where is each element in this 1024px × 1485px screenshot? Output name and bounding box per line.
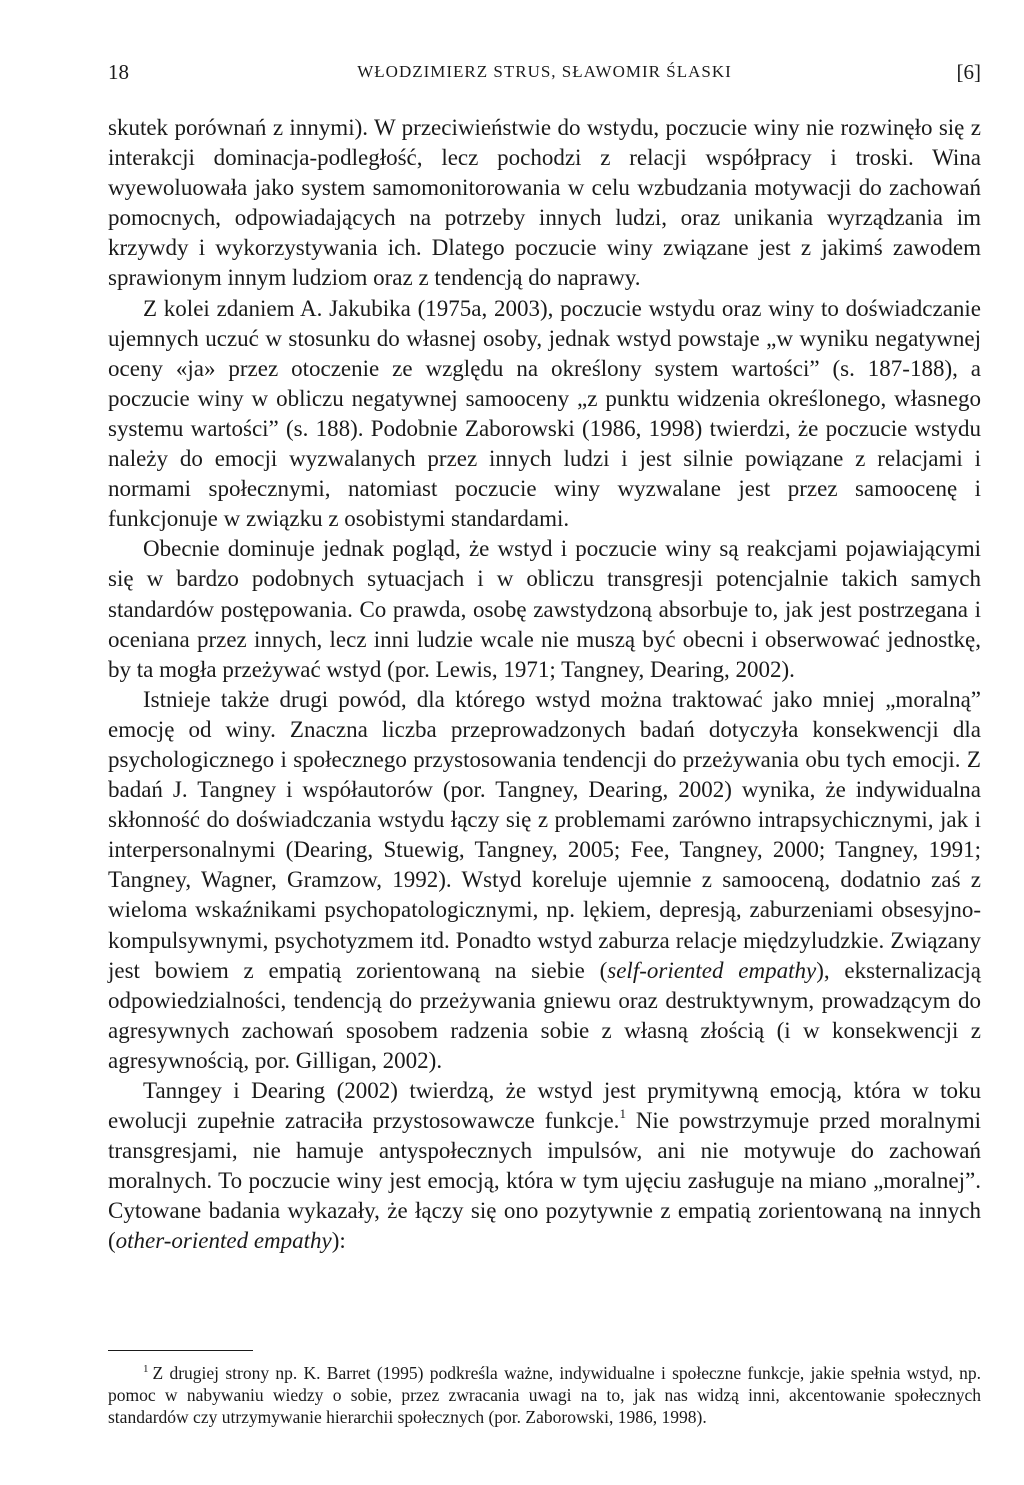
paragraph-2 — [108, 294, 981, 535]
paragraph-3-text: Obecnie dominuje jednak pogląd, że wstyd i poczucie winy są reakcjami pojawiającymi się w bardzo podobnych sytuacjach i w obliczu transgresji potencjalnie takich samych standardów postępowania. Co prawda, osobę zawstydzoną absorbuje to, jak jest postrzegana i oceniana przez innych, lecz inni ludzie wcale nie muszą być obecni i obserwować jednostkę, by ta mogła przeżywać wstyd (por. Lewis, 1971; Tangney, Dearing, 2002). — [108, 536, 981, 682]
chapter-marker: [6] — [956, 60, 981, 84]
paragraph-1-text: skutek porównań z innymi). W przeciwieństwie do wstydu, poczucie winy nie rozwinęło się z interakcji dominacja-podległość, lecz pochodzi z relacji współpracy i troski. Wina wyewoluowała jako system samomonitorowania w celu wzbudzania motywacji do zachowań pomocnych, odpowiadających na potrzeby innych ludzi, oraz unikania wyrządzania im krzywdy i wykorzystywania ich. Dlatego poczucie winy związane jest z jakimś zawodem sprawionym innym ludziom oraz z tendencją do naprawy. — [108, 115, 981, 291]
paragraph-5-text-c: ): — [331, 1228, 346, 1254]
paragraph-4-italic-term: self-oriented empathy — [607, 957, 817, 983]
footnote-text: Z drugiej strony np. K. Barret (1995) podkreśla ważne, indywidualne i społeczne funkcje, jakie spełnia wstyd, np. pomoc w nabywaniu wiedzy o sobie, przez zwracania uwagi na to, jak nas widzą inni, akcentowanie społecznych standardów czy utrzymywanie hierarchii społecznych (por. Zaborowski, 1986, 1998). — [108, 1363, 981, 1427]
paragraph-5-italic-term: other-oriented empathy — [115, 1228, 332, 1254]
paragraph-2-text: Z kolei zdaniem A. Jakubika (1975a, 2003), poczucie wstydu oraz winy to doświadczanie ujemnych uczuć w stosunku do własnej osoby, jednak wstyd powstaje „w wyniku negatywnej oceny «ja» przez otoczenie ze względu na określony system wartości” (s. 187-188), a poczucie winy w obliczu negatywnej samooceny „z punktu widzenia określonego, własnego systemu wartości” (s. 188). Podobnie Zaborowski (1986, 1998) twierdzi, że poczucie wstydu należy do emocji wyzwalanych przez innych ludzi i jest silnie powiązane z relacjami i normami społecznymi, natomiast poczucie winy wyzwalane jest przez samoocenę i funkcjonuje w związku z osobistymi standardami. — [108, 295, 981, 532]
paragraph-5-text-b: Nie powstrzymuje przed moralnymi transgresjami, nie hamuje antyspołecznych impulsów, ani nie motywuje do zachowań moralnych. To poczucie winy jest emocją, która w tym ujęciu zasługuje na miano „moralnej”. Cytowane badania wykazały, że łączy się ono pozytywnie z empatią zorientowaną na innych ( — [108, 1108, 981, 1254]
paragraph-4 — [108, 685, 981, 1076]
paragraph-5-text-a: Tanngey i Dearing (2002) twierdzą, że wstyd jest prymitywną emocją, która w toku ewolucji zupełnie zatraciła przystosowawcze funkcje. — [108, 1078, 981, 1134]
paragraph-3 — [108, 534, 981, 684]
footnote-divider — [108, 1350, 253, 1351]
running-header — [108, 60, 981, 90]
paragraph-1 — [108, 113, 981, 294]
footnote-reference[interactable]: 1 — [619, 1106, 626, 1122]
page-number: 18 — [108, 60, 129, 84]
footnote-marker: 1 — [143, 1363, 149, 1375]
paragraph-4-text-b: ), eksternalizacją odpowiedzialności, tendencją do przeżywania gniewu oraz destruktywnym, prowadzącym do agresywnych zachowań sposobem radzenia sobie z własną złością (i w konsekwencji z agresywnością, por. Gilligan, 2002). — [108, 957, 982, 1073]
footnote — [108, 1362, 981, 1428]
body-text — [108, 113, 981, 1257]
paragraph-5 — [108, 1076, 981, 1257]
running-head-authors: WŁODZIMIERZ STRUS, SŁAWOMIR ŚLASKI — [357, 62, 732, 81]
paragraph-4-text-a: Istnieje także drugi powód, dla którego wstyd można traktować jako mniej „moralną” emocję od winy. Znaczna liczba przeprowadzonych badań dotyczyła konsekwencji dla psychologicznego i społecznego przystosowania tendencji do przeżywania obu tych emocji. Z badań J. Tangney i współautorów (por. Tangney, Dearing, 2002) wynika, że indywidualna skłonność do doświadczania wstydu łączy się z problemami zarówno intrapsychicznymi, jak i interpersonalnymi (Dearing, Stuewig, Tangney, 2005; Fee, Tangney, 2000; Tangney, 1991; Tangney, Wagner, Gramzow, 1992). Wstyd koreluje ujemnie z samooceną, dodatnio zaś z wieloma wskaźnikami psychopatologicznymi, np. lękiem, depresją, zaburzeniami obsesyjno-kompulsywnymi, psychotyzmem itd. Ponadto wstyd zaburza relacje międzyludzkie. Związany jest bowiem z empatią zorientowaną na siebie ( — [108, 686, 981, 983]
